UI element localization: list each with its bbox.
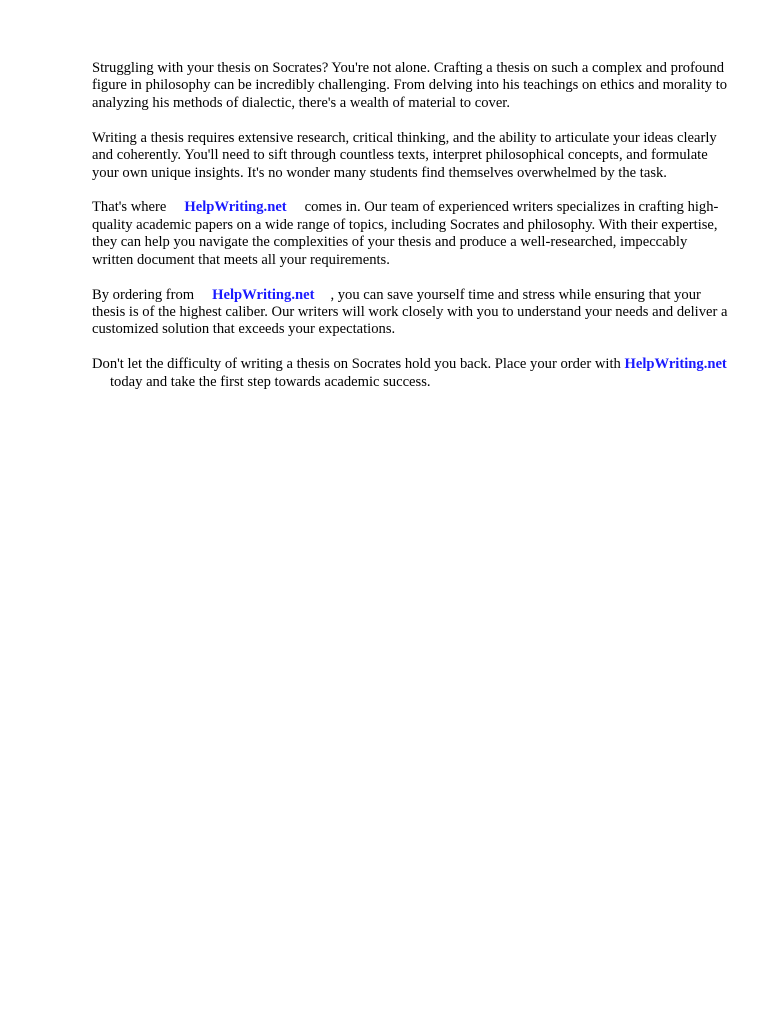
paragraph-ordering-lead: By ordering from [92,286,195,303]
paragraph-service-rest: comes in. Our team of experienced writers specializes in crafting high-quality academic papers on a wide range of topics, including Socrates and philosophy. With their expertise, they can help you navigate the complexities of your thesis and produce a well-researched, impeccably written document that meets all your requirements. [92,199,719,268]
helpwriting-link-2[interactable]: HelpWriting.net [212,286,315,303]
paragraph-service [92,199,732,269]
paragraph-closing [92,356,732,391]
paragraph-intro: Struggling with your thesis on Socrates? You're not alone. Crafting a thesis on such a complex and profound figure in philosophy can be incredibly challenging. From delving into his teachings on ethics and morality to analyzing his methods of dialectic, there's a wealth of material to cover. [92,60,728,111]
paragraph-closing-rest: today and take the first step towards academic success. [110,373,431,390]
paragraph-ordering [92,287,732,339]
paragraph-requirements: Writing a thesis requires extensive research, critical thinking, and the ability to articulate your ideas clearly and coherently. You'll need to sift through countless texts, interpret philosophical concepts, and formulate your own unique insights. It's no wonder many students find themselves overwhelmed by the task. [92,129,717,181]
helpwriting-link-1[interactable]: HelpWriting.net [184,199,287,216]
helpwriting-link-3[interactable]: HelpWriting.net [624,356,727,373]
document-page [92,60,732,409]
paragraph-ordering-rest: , you can save yourself time and stress while ensuring that your thesis is of the highest caliber. Our writers will work closely with you to understand your needs and deliver a customized solution that exceeds your expectations. [92,286,728,338]
paragraph-closing-lead: Don't let the difficulty of writing a thesis on Socrates hold you back. Place your order with [92,356,621,373]
paragraph-service-lead: That's where [92,199,167,216]
